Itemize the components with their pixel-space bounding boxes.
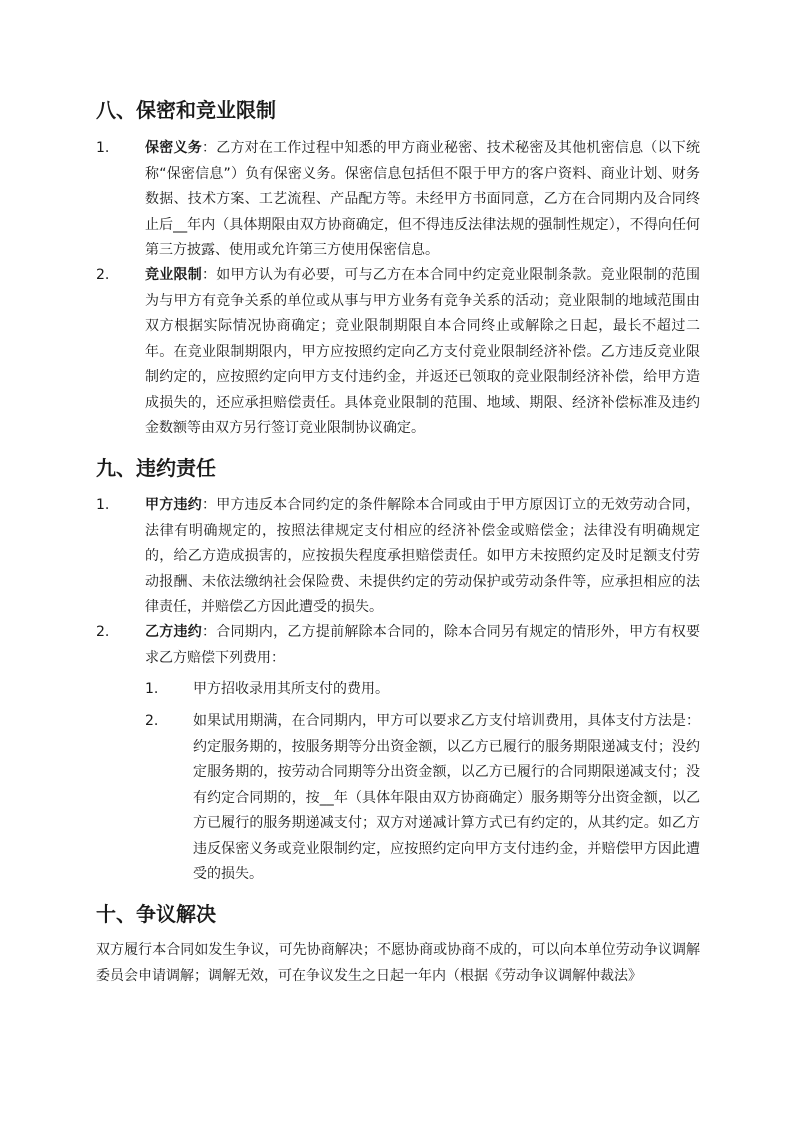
item-colon: ： [201,624,217,640]
item-text [145,263,700,442]
subitem-text: 甲方招收录用其所支付的费用。 [193,681,389,697]
item-body: 如甲方认为有必要，可与乙方在本合同中约定竞业限制条款。竞业限制的范围为与甲方有竞争关系的单位或从事与甲方业务有竞争关系的活动；竞业限制的地域范围由双方根据实际情况协商确定；竞业限制期限自本合同终止或解除之日起，最长不超过二年。在竞业限制期限内，甲方应按照约定向乙方支付竞业限制经济补偿。乙方违反竞业限制约定的，应按照约定向甲方支付违约金，并返还已领取的竞业限制经济补偿，给甲方造成损失的，还应承担赔偿责任。具体竞业限制的范围、地域、期限、经济补偿标准及违约金数额等由双方另行签订竞业限制协议确定。 [145,267,701,436]
item-number: 2. [96,624,110,640]
item-term: 甲方违约 [145,497,202,513]
subitem-number: 2. [145,713,159,729]
item-text [145,493,700,621]
item-body: 合同期内，乙方提前解除本合同的，除本合同另有规定的情形外，甲方有权要求乙方赔偿下列费用： [145,624,701,666]
item-term: 保密义务 [145,140,202,156]
item-term: 竞业限制 [145,267,202,283]
item-colon: ： [201,267,217,283]
section-9-heading: 九、违约责任 [96,456,216,480]
section-10-paragraph: 双方履行本合同如发生争议，可先协商解决；不愿协商或协商不成的，可以向本单位劳动争议调解委员会申请调解；调解无效，可在争议发生之日起一年内（根据《劳动争议调解仲裁法》 [96,942,700,984]
item-term: 乙方违约 [145,624,202,640]
item-number: 1. [96,140,110,156]
item-text [145,136,700,264]
item-number: 1. [96,497,110,513]
section-10-heading: 十、争议解决 [96,902,216,926]
section-8-heading: 八、保密和竞业限制 [96,98,276,122]
item-colon: ： [201,497,217,513]
subitem-number: 1. [145,681,159,697]
item-colon: ： [201,140,217,156]
item-body: 乙方对在工作过程中知悉的甲方商业秘密、技术秘密及其他机密信息（以下统称“保密信息”）负有保密义务。保密信息包括但不限于甲方的客户资料、商业计划、财务数据、技术方案、工艺流程、产品配方等。未经甲方书面同意，乙方在合同期内及合同终止后__年内（具体期限由双方协商确定，但不得违反法律法规的强制性规定），不得向任何第三方披露、使用或允许第三方使用保密信息。 [145,140,701,258]
item-number: 2. [96,267,110,283]
item-body: 甲方违反本合同约定的条件解除本合同或由于甲方原因订立的无效劳动合同，法律有明确规定的，按照法律规定支付相应的经济补偿金或赔偿金；法律没有明确规定的，给乙方造成损害的，应按损失程度承担赔偿责任。如甲方未按照约定及时足额支付劳动报酬、未依法缴纳社会保险费、未提供约定的劳动保护或劳动条件等，应承担相应的法律责任，并赔偿乙方因此遭受的损失。 [145,497,701,615]
item-text [145,620,700,671]
subitem-text: 如果试用期满，在合同期内，甲方可以要求乙方支付培训费用，具体支付方法是：约定服务期的，按服务期等分出资金额，以乙方已履行的服务期限递减支付；没约定服务期的，按劳动合同期等分出资金额，以乙方已履行的合同期限递减支付；没有约定合同期的，按__年（具体年限由双方协商确定）服务期等分出资金额，以乙方已履行的服务期递减支付；双方对递减计算方式已有约定的，从其约定。如乙方违反保密义务或竞业限制约定，应按照约定向甲方支付违约金，并赔偿甲方因此遭受的损失。 [193,713,700,882]
